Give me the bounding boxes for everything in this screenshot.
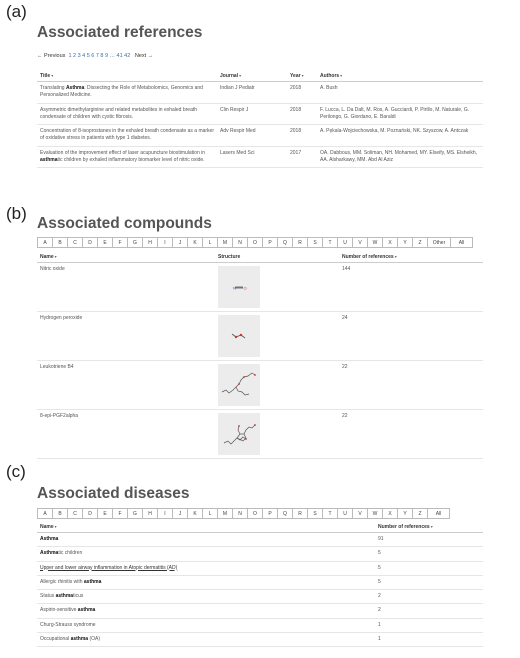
alphabet-filter-y[interactable]: Y <box>397 237 412 248</box>
reference-title-text: Concentration of 8-isoprostanes in the exhaled breath condensate as a marker of oxidative stress in patients with type 1 diabetes. <box>40 128 214 142</box>
alphabet-filter-d[interactable]: D <box>82 508 97 519</box>
reference-row[interactable] <box>37 125 483 147</box>
alphabet-filter-e[interactable]: E <box>97 508 112 519</box>
disease-reference-count: 1 <box>375 618 483 632</box>
alphabet-filter-s[interactable]: S <box>307 237 322 248</box>
alphabet-filter-j[interactable]: J <box>172 237 187 248</box>
alphabet-filter-e[interactable]: E <box>97 237 112 248</box>
disease-name-text: Occupational <box>40 635 71 642</box>
alphabet-filter-f[interactable]: F <box>112 508 127 519</box>
compound-structure-cell <box>215 361 339 410</box>
panel-label-a: (a) <box>6 2 27 21</box>
alphabet-filter-n[interactable]: N <box>232 237 247 248</box>
alphabet-filter-t[interactable]: T <box>322 237 337 248</box>
disease-name-text: (OA) <box>88 635 101 642</box>
pager-page-link[interactable]: 2 <box>73 53 77 59</box>
disease-name[interactable] <box>37 590 375 604</box>
svg-text:N: N <box>233 285 236 291</box>
references-pager <box>37 53 155 59</box>
reference-authors: A. Pękala-Wojciechowska, M. Poznański, NK. Szyszow, A. Antczak <box>317 125 483 147</box>
pager-page-link[interactable]: 7 <box>95 53 99 59</box>
disease-reference-count: 1 <box>375 632 483 646</box>
alphabet-filter-n[interactable]: N <box>232 508 247 519</box>
disease-reference-count: 5 <box>375 561 483 575</box>
disease-name-text: ticus <box>73 593 84 599</box>
compound-row[interactable] <box>37 361 483 410</box>
compound-name[interactable]: Nitric oxide <box>37 263 215 312</box>
pager-page-link[interactable]: 1 <box>68 53 72 59</box>
pager-page-link[interactable]: 4 <box>82 53 86 59</box>
alphabet-filter-q[interactable]: Q <box>277 508 292 519</box>
alphabet-filter-other[interactable]: Other <box>427 237 450 248</box>
svg-text:O: O <box>243 285 247 291</box>
alphabet-filter-k[interactable]: K <box>187 508 202 519</box>
disease-reference-count: 5 <box>375 575 483 589</box>
pager-page-link[interactable]: 8 <box>100 53 104 59</box>
alphabet-filter-a[interactable]: A <box>37 237 52 248</box>
disease-name[interactable] <box>37 533 375 547</box>
compound-reference-count: 22 <box>339 361 483 410</box>
column-header-journal[interactable]: Journal▾ <box>217 71 287 82</box>
disease-name-text: Allergic rhinitis with <box>40 578 84 585</box>
diseases-alphabet-filter <box>37 508 450 519</box>
alphabet-filter-q[interactable]: Q <box>277 237 292 248</box>
reference-title[interactable] <box>37 82 217 104</box>
pager-page-link[interactable]: 3 <box>77 53 81 59</box>
reference-authors: F. Lucca, L. Da Dalt, M. Ros, A. Gucciardi, P. Pirillo, M. Naturale, G. Perilongo, G. Giordano, E. Baraldi <box>317 103 483 125</box>
disease-name[interactable] <box>37 561 375 575</box>
disease-name[interactable] <box>37 632 375 646</box>
compound-name[interactable]: Leukotriene B4 <box>37 361 215 410</box>
alphabet-filter-c[interactable]: C <box>67 237 82 248</box>
disease-row[interactable] <box>37 590 483 604</box>
column-header-year[interactable]: Year▾ <box>287 71 317 82</box>
alphabet-filter-o[interactable]: O <box>247 508 262 519</box>
compounds-table <box>37 252 483 459</box>
alphabet-filter-x[interactable]: X <box>382 237 397 248</box>
alphabet-filter-z[interactable]: Z <box>412 508 427 519</box>
pager-page-link[interactable]: 9 <box>104 53 109 59</box>
column-header-references[interactable]: Number of references▾ <box>339 252 483 263</box>
reference-row[interactable] <box>37 103 483 125</box>
alphabet-filter-h[interactable]: H <box>142 508 157 519</box>
disease-row[interactable] <box>37 618 483 632</box>
disease-name[interactable] <box>37 547 375 561</box>
disease-name-highlight: Asthma <box>40 536 59 542</box>
reference-title-text: tic children by exhaled inflammatory biomarker level of nitric oxide. <box>57 156 205 163</box>
alphabet-filter-b[interactable]: B <box>52 508 67 519</box>
alphabet-filter-g[interactable]: G <box>127 237 142 248</box>
alphabet-filter-k[interactable]: K <box>187 237 202 248</box>
alphabet-filter-c[interactable]: C <box>67 508 82 519</box>
disease-row[interactable] <box>37 604 483 618</box>
disease-reference-count: 91 <box>375 533 483 547</box>
disease-row[interactable] <box>37 575 483 589</box>
diseases-table <box>37 522 483 647</box>
panel-label-c: (c) <box>6 462 26 481</box>
alphabet-filter-h[interactable]: H <box>142 237 157 248</box>
alphabet-filter-g[interactable]: G <box>127 508 142 519</box>
reference-journal: Adv Respir Med <box>217 125 287 147</box>
column-header-structure: Structure <box>215 252 339 263</box>
alphabet-filter-p[interactable]: P <box>262 237 277 248</box>
reference-title-text: Evaluation of the improvement effect of laser acupuncture biostimulation in <box>40 149 205 156</box>
hydrogen-peroxide-structure-icon <box>218 315 260 357</box>
alphabet-filter-u[interactable]: U <box>337 237 352 248</box>
alphabet-filter-w[interactable]: W <box>367 237 382 248</box>
alphabet-filter-z[interactable]: Z <box>412 237 427 248</box>
disease-name-highlight: asthma <box>55 593 74 599</box>
8-epi-pgf2alpha-structure-icon <box>218 413 260 455</box>
reference-title-text: Asymmetric dimethylarginine and related metabolites in exhaled breath condensate of children with cystic fibrosis. <box>40 106 198 120</box>
column-header-name[interactable]: Name▾ <box>37 252 215 263</box>
reference-title-highlight: asthma <box>40 156 58 163</box>
compound-structure-cell <box>215 410 339 459</box>
compound-structure-cell <box>215 312 339 361</box>
alphabet-filter-o[interactable]: O <box>247 237 262 248</box>
reference-title-text: Translating <box>40 85 66 91</box>
reference-row[interactable] <box>37 82 483 104</box>
alphabet-filter-x[interactable]: X <box>382 508 397 519</box>
disease-name-text: Status <box>40 593 56 599</box>
reference-title[interactable] <box>37 146 217 168</box>
disease-reference-count: 2 <box>375 590 483 604</box>
disease-reference-count: 2 <box>375 604 483 618</box>
column-header-disease-name[interactable]: Name▾ <box>37 522 375 533</box>
pager-page-link[interactable]: 6 <box>91 53 95 59</box>
compound-row[interactable] <box>37 263 483 312</box>
alphabet-filter-r[interactable]: R <box>292 237 307 248</box>
alphabet-filter-u[interactable]: U <box>337 508 352 519</box>
reference-journal: Lasers Med Sci <box>217 146 287 168</box>
disease-name-highlight: asthma <box>77 607 96 614</box>
disease-row[interactable] <box>37 533 483 547</box>
alphabet-filter-l[interactable]: L <box>202 237 217 248</box>
disease-name-text: Aspirin-sensitive <box>40 607 78 614</box>
nitric-oxide-structure-icon <box>218 266 260 308</box>
reference-title-text: : Dissecting the Role of Metabolomics, Genomics and Personalized Medicine. <box>40 85 203 99</box>
reference-journal: Clin Respir J <box>217 103 287 125</box>
column-header-title[interactable]: Title▾ <box>37 71 217 82</box>
pager-pages <box>68 53 131 59</box>
compound-name[interactable]: 8-epi-PGF2alpha <box>37 410 215 459</box>
alphabet-filter-d[interactable]: D <box>82 237 97 248</box>
alphabet-filter-all[interactable]: All <box>450 237 473 248</box>
disease-name-text: tic children <box>58 550 83 557</box>
references-table <box>37 71 483 168</box>
disease-reference-count: 5 <box>375 547 483 561</box>
disease-name-text: Churg-Strauss syndrome <box>40 621 96 628</box>
alphabet-filter-w[interactable]: W <box>367 508 382 519</box>
alphabet-filter-t[interactable]: T <box>322 508 337 519</box>
alphabet-filter-i[interactable]: I <box>157 237 172 248</box>
disease-row[interactable] <box>37 561 483 575</box>
disease-name[interactable] <box>37 618 375 632</box>
disease-name[interactable] <box>37 575 375 589</box>
alphabet-filter-all[interactable]: All <box>427 508 450 519</box>
pager-page-link: … <box>109 53 116 59</box>
alphabet-filter-l[interactable]: L <box>202 508 217 519</box>
alphabet-filter-m[interactable]: M <box>217 508 232 519</box>
compound-row[interactable] <box>37 410 483 459</box>
disease-row[interactable] <box>37 547 483 561</box>
disease-name-highlight: Asthma <box>40 550 59 557</box>
alphabet-filter-a[interactable]: A <box>37 508 52 519</box>
disease-name[interactable] <box>37 604 375 618</box>
compound-reference-count: 24 <box>339 312 483 361</box>
reference-authors: OA. Dabbous, MM. Soliman, NH. Mohamed, MY. Elseify, MS. Elsheikh, AA. Alsharkawy, MM. Abd Al Aziz <box>317 146 483 168</box>
alphabet-filter-v[interactable]: V <box>352 508 367 519</box>
compound-row[interactable] <box>37 312 483 361</box>
alphabet-filter-v[interactable]: V <box>352 237 367 248</box>
alphabet-filter-m[interactable]: M <box>217 237 232 248</box>
compounds-alphabet-filter <box>37 237 473 248</box>
pager-page-link[interactable]: 42 <box>124 53 131 59</box>
reference-authors: A. Bush <box>317 82 483 104</box>
disease-name-highlight: asthma <box>83 578 102 585</box>
column-header-authors[interactable]: Authors▾ <box>317 71 483 82</box>
alphabet-filter-p[interactable]: P <box>262 508 277 519</box>
reference-year: 2018 <box>287 103 317 125</box>
disease-name-text: Upper and lower airway inflammation in Atopic dermatitis (AD) <box>40 564 178 571</box>
alphabet-filter-b[interactable]: B <box>52 237 67 248</box>
disease-row[interactable] <box>37 632 483 646</box>
reference-year: 2018 <box>287 82 317 104</box>
alphabet-filter-r[interactable]: R <box>292 508 307 519</box>
alphabet-filter-f[interactable]: F <box>112 237 127 248</box>
compound-structure-cell <box>215 263 339 312</box>
reference-title-highlight: Asthma <box>65 85 85 91</box>
pager-next-link[interactable]: Next → <box>134 53 154 59</box>
diseases-section-title: Associated diseases <box>37 485 190 502</box>
reference-title[interactable] <box>37 103 217 125</box>
references-section-title: Associated references <box>37 24 203 41</box>
pager-page-link[interactable]: 5 <box>86 53 90 59</box>
reference-title[interactable] <box>37 125 217 147</box>
disease-name-highlight: asthma <box>70 635 89 642</box>
reference-year: 2017 <box>287 146 317 168</box>
reference-row[interactable] <box>37 146 483 168</box>
reference-journal: Indian J Pediatr <box>217 82 287 104</box>
reference-year: 2018 <box>287 125 317 147</box>
compound-reference-count: 22 <box>339 410 483 459</box>
panel-label-b: (b) <box>6 204 27 223</box>
compound-name[interactable]: Hydrogen peroxide <box>37 312 215 361</box>
pager-previous-link[interactable]: ← Previous <box>37 53 66 59</box>
compounds-section-title: Associated compounds <box>37 215 212 232</box>
pager-page-link[interactable]: 41 <box>116 53 123 59</box>
alphabet-filter-s[interactable]: S <box>307 508 322 519</box>
compound-reference-count: 144 <box>339 263 483 312</box>
alphabet-filter-y[interactable]: Y <box>397 508 412 519</box>
alphabet-filter-j[interactable]: J <box>172 508 187 519</box>
alphabet-filter-i[interactable]: I <box>157 508 172 519</box>
leukotriene-b4-structure-icon <box>218 364 260 406</box>
column-header-disease-references[interactable]: Number of references▾ <box>375 522 483 533</box>
